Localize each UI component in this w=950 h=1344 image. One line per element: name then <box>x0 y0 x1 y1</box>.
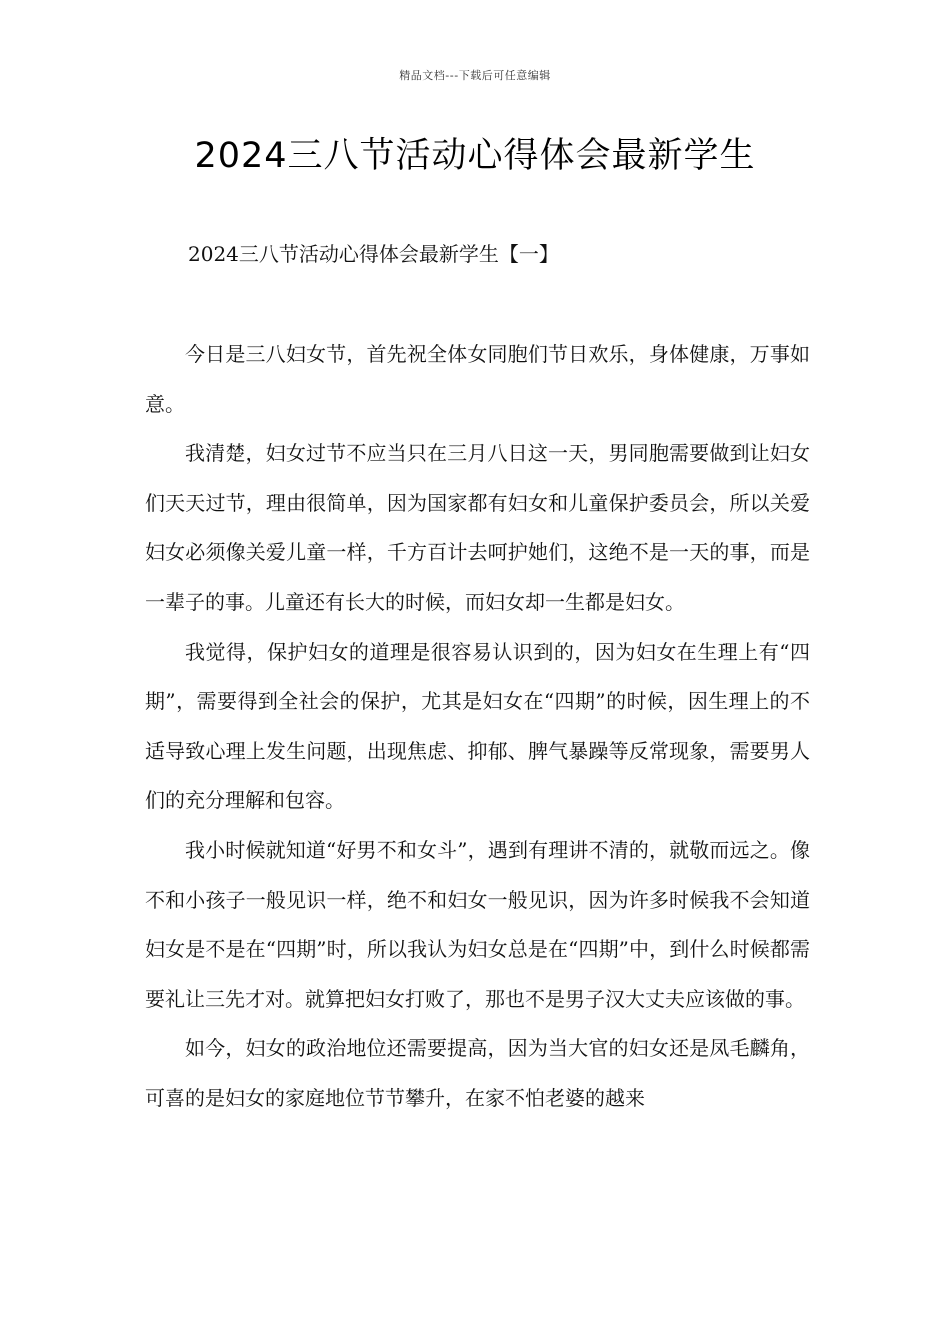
document-title: 2024三八节活动心得体会最新学生 <box>194 136 756 176</box>
paragraph: 如今，妇女的政治地位还需要提高，因为当大官的妇女还是凤毛麟角，可喜的是妇女的家庭地位节节攀升，在家不怕老婆的越来 <box>145 1036 810 1110</box>
section-title: 2024三八节活动心得体会最新学生【一】 <box>188 242 559 266</box>
paragraph: 我清楚，妇女过节不应当只在三月八日这一天，男同胞需要做到让妇女们天天过节，理由很简单，因为国家都有妇女和儿童保护委员会，所以关爱妇女必须像关爱儿童一样，千方百计去呵护她们，这绝不是一天的事，而是一辈子的事。儿童还有长大的时候，而妇女却一生都是妇女。 <box>145 441 810 614</box>
document-body <box>145 330 810 1124</box>
paragraph: 今日是三八妇女节，首先祝全体女同胞们节日欢乐，身体健康，万事如意。 <box>145 342 810 416</box>
paragraph: 我觉得，保护妇女的道理是很容易认识到的，因为妇女在生理上有“四期”，需要得到全社会的保护，尤其是妇女在“四期”的时候，因生理上的不适导致心理上发生问题，出现焦虑、抑郁、脾气暴躁等反常现象，需要男人们的充分理解和包容。 <box>145 639 810 813</box>
paragraph: 我小时候就知道“好男不和女斗”，遇到有理讲不清的，就敬而远之。像不和小孩子一般见识一样，绝不和妇女一般见识，因为许多时候我不会知道妇女是不是在“四期”时，所以我认为妇女总是在“四期”中，到什么时候都需要礼让三先才对。就算把妇女打败了，那也不是男子汉大丈夫应该做的事。 <box>145 837 810 1011</box>
header-note: 精品文档---下载后可任意编辑 <box>399 69 551 82</box>
